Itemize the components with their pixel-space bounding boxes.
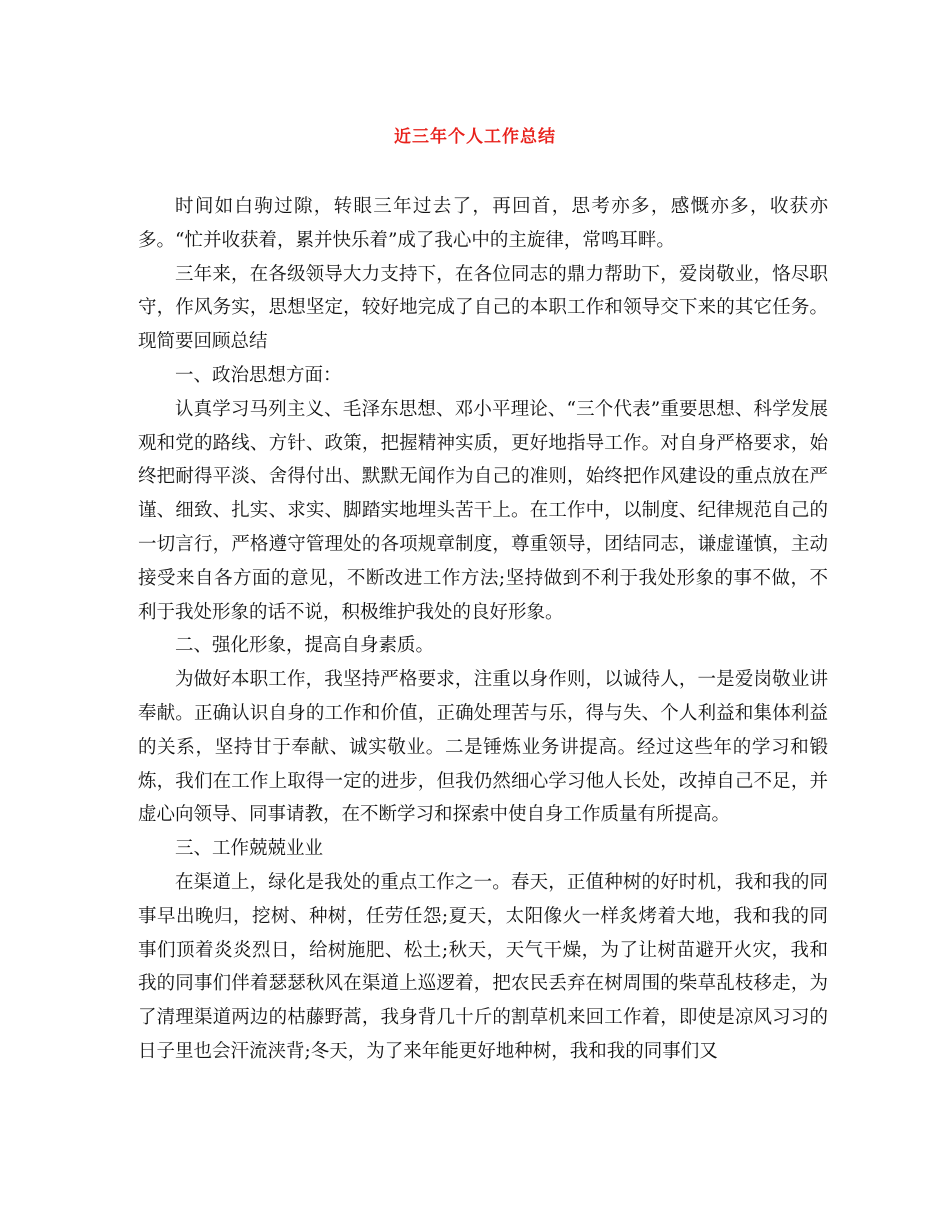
paragraph-overview: 三年来，在各级领导大力支持下，在各位同志的鼎力帮助下，爱岗敬业，恪尽职守，作风务实，思想坚定，较好地完成了自己的本职工作和领导交下来的其它任务。现简要回顾总结 xyxy=(138,263,828,353)
section-heading-image: 二、强化形象，提高自身素质。 xyxy=(175,635,435,657)
paragraph-political: 认真学习马列主义、毛泽东思想、邓小平理论、“三个代表”重要思想、科学发展观和党的路线、方针、政策，把握精神实质，更好地指导工作。对自身严格要求，始终把耐得平淡、舍得付出、默默无闻作为自己的准则，始终把作风建设的重点放在严谨、细致、扎实、求实、脚踏实地埋头苦干上。在工作中，以制度、纪律规范自己的一切言行，严格遵守管理处的各项规章制度，尊重领导，团结同志，谦虚谨慎，主动接受来自各方面的意见，不断改进工作方法;坚持做到不利于我处形象的事不做，不利于我处形象的话不说，积极维护我处的良好形象。 xyxy=(138,398,828,623)
paragraph-work: 在渠道上，绿化是我处的重点工作之一。春天，正值种树的好时机，我和我的同事早出晚归，挖树、种树，任劳任怨;夏天，太阳像火一样炙烤着大地，我和我的同事们顶着炎炎烈日，给树施肥、松土;秋天，天气干燥，为了让树苗避开火灾，我和我的同事们伴着瑟瑟秋风在渠道上巡逻着，把农民丢弃在树周围的柴草乱枝移走，为了清理渠道两边的枯藤野蒿，我身背几十斤的割草机来回工作着，即使是凉风习习的日子里也会汗流浃背;冬天，为了来年能更好地种树，我和我的同事们又 xyxy=(138,871,828,1062)
section-heading-political: 一、政治思想方面： xyxy=(175,364,342,386)
document-body xyxy=(138,190,828,1069)
section-heading-work: 三、工作兢兢业业 xyxy=(175,838,324,860)
paragraph-image: 为做好本职工作，我坚持严格要求，注重以身作则，以诚待人，一是爱岗敬业讲奉献。正确认识自身的工作和价值，正确处理苦与乐，得与失、个人利益和集体利益的关系，坚持甘于奉献、诚实敬业。二是锤炼业务讲提高。经过这些年的学习和锻炼，我们在工作上取得一定的进步，但我仍然细心学习他人长处，改掉自己不足，并虚心向领导、同事请教，在不断学习和探索中使自身工作质量有所提高。 xyxy=(138,669,828,826)
paragraph-intro: 时间如白驹过隙，转眼三年过去了，再回首，思考亦多，感慨亦多，收获亦多。“忙并收获着，累并快乐着”成了我心中的主旋律，常鸣耳畔。 xyxy=(138,196,828,251)
document-title: 近三年个人工作总结 xyxy=(394,127,556,147)
